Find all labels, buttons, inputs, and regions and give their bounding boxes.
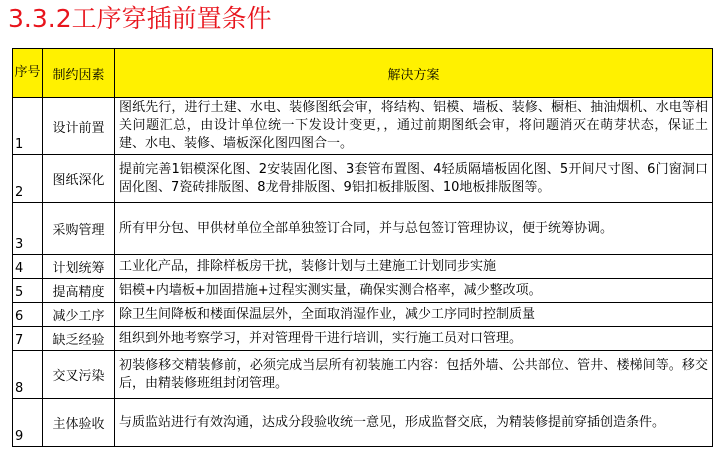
solution-cell: 工业化产品，排除样板房干扰，装修计划与土建施工计划同步实施	[115, 255, 713, 279]
precondition-table	[12, 48, 713, 447]
table-row	[13, 279, 713, 303]
factor-cell: 设计前置	[43, 98, 115, 155]
table-row	[13, 203, 713, 255]
header-factor: 制约因素	[43, 49, 115, 98]
factor-cell: 计划统筹	[43, 255, 115, 279]
factor-cell: 交叉污染	[43, 351, 115, 399]
solution-cell: 铝模+内墙板+加固措施+过程实测实量，确保实测合格率，减少整改项。	[115, 279, 713, 303]
solution-cell: 与质监站进行有效沟通，达成分段验收统一意见，形成监督交底，为精装修提前穿插创造条件。	[115, 399, 713, 447]
header-seq: 序号	[13, 49, 43, 98]
solution-cell: 组织到外地考察学习，并对管理骨干进行培训，实行施工员对口管理。	[115, 327, 713, 351]
factor-cell: 采购管理	[43, 203, 115, 255]
factor-cell: 图纸深化	[43, 155, 115, 203]
row-number: 7	[13, 327, 43, 351]
row-number: 2	[13, 155, 43, 203]
header-solution: 解决方案	[115, 49, 713, 98]
table-row	[13, 98, 713, 155]
page-title: 3.3.2工序穿插前置条件	[8, 4, 272, 33]
factor-cell: 减少工序	[43, 303, 115, 327]
row-number: 5	[13, 279, 43, 303]
row-number: 9	[13, 399, 43, 447]
row-number: 1	[13, 98, 43, 155]
row-number: 3	[13, 203, 43, 255]
factor-cell: 缺乏经验	[43, 327, 115, 351]
solution-cell: 除卫生间降板和楼面保温层外，全面取消湿作业，减少工序同时控制质量	[115, 303, 713, 327]
factor-cell: 提高精度	[43, 279, 115, 303]
table-row	[13, 255, 713, 279]
table-row	[13, 155, 713, 203]
table-row	[13, 351, 713, 399]
table-row	[13, 303, 713, 327]
table-row	[13, 327, 713, 351]
solution-cell: 所有甲分包、甲供材单位全部单独签订合同，并与总包签订管理协议，便于统筹协调。	[115, 203, 713, 255]
factor-cell: 主体验收	[43, 399, 115, 447]
row-number: 8	[13, 351, 43, 399]
solution-cell: 图纸先行，进行土建、水电、装修图纸会审，将结构、铝模、墙板、装修、橱柜、抽油烟机、水电等相关问题汇总，由设计单位统一下发设计变更，，通过前期图纸会审，将问题消灭在萌芽状态，保证土建、水电、装修、墙板深化图四图合一。	[115, 98, 713, 155]
solution-cell: 初装修移交精装修前，必须完成当层所有初装施工内容：包括外墙、公共部位、管井、楼梯间等。移交后，由精装修班组封闭管理。	[115, 351, 713, 399]
row-number: 6	[13, 303, 43, 327]
table-header-row	[13, 49, 713, 98]
row-number: 4	[13, 255, 43, 279]
table-row	[13, 399, 713, 447]
solution-cell: 提前完善1铝模深化图、2安装固化图、3套管布置图、4轻质隔墙板固化图、5开间尺寸图、6门窗洞口固化图、7瓷砖排版图、8龙骨排版图、9铝扣板排版图、10地板排版图等。	[115, 155, 713, 203]
